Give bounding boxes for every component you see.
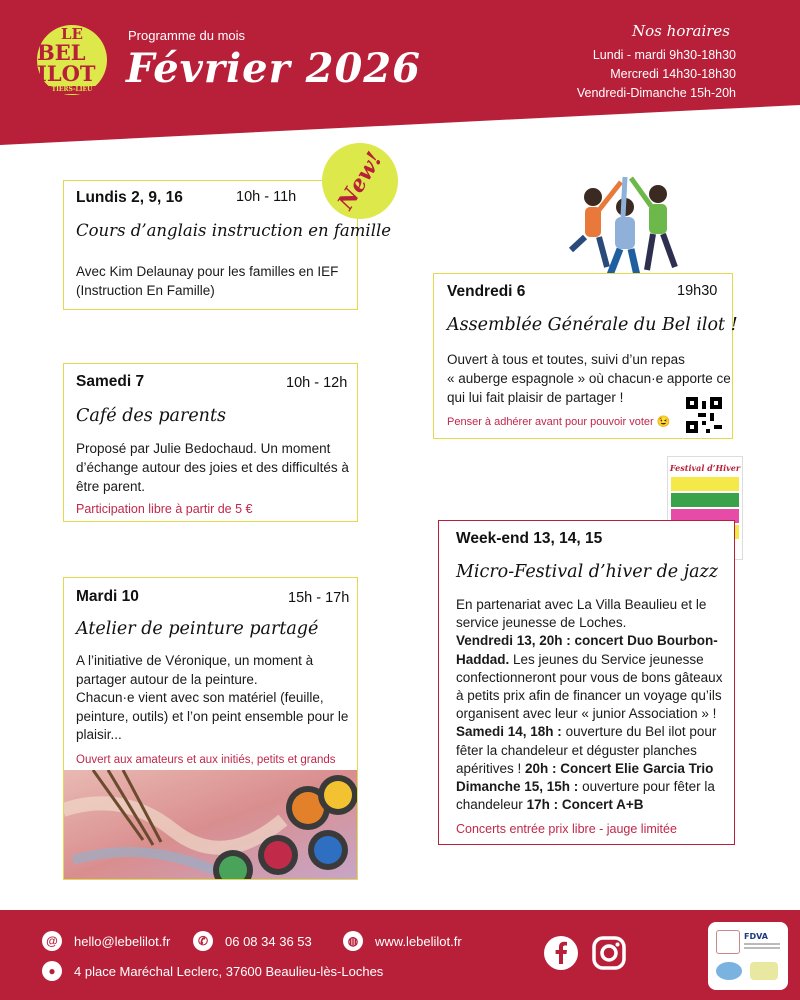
event-title: Assemblée Générale du Bel ilot ! bbox=[447, 315, 738, 335]
event-date: Lundis 2, 9, 16 bbox=[76, 189, 183, 206]
event-card-parents-cafe bbox=[63, 363, 358, 522]
location-pin-icon: ● bbox=[42, 961, 62, 981]
hours-line: Vendredi-Dimanche 15h-20h bbox=[576, 86, 736, 100]
dancers-illustration bbox=[563, 172, 683, 287]
at-icon: @ bbox=[42, 931, 62, 951]
event-note: Participation libre à partir de 5 € bbox=[76, 502, 253, 516]
event-description: Avec Kim Delaunay pour les familles en IEF (Instruction En Famille) bbox=[76, 264, 339, 298]
bel-ilot-logo: LE BEL ILOT TIERS-LIEU bbox=[37, 25, 107, 95]
event-date: Samedi 7 bbox=[76, 373, 145, 390]
event-note: Concerts entrée prix libre - jauge limitée bbox=[456, 822, 677, 836]
event-time: 10h - 11h bbox=[236, 189, 297, 205]
festival-poster: Festival d’Hiver bbox=[667, 456, 743, 560]
new-badge: New! bbox=[322, 143, 398, 219]
event-date: Vendredi 6 bbox=[447, 283, 526, 300]
event-time: 15h - 17h bbox=[288, 590, 350, 606]
event-description: En partenariat avec La Villa Beaulieu et le service jeunesse de Loches. Vendredi 13, 20h : concert Duo Bourbon- Haddad. Les jeunes du Service jeunesse confectionneront pour vous de bons gâteaux à petits prix afin de financer un voyage qu’ils organisent avec leur « junior Association » ! Samedi 14, 18h : ouverture du Bel ilot pour fêter la chandeleur et déguster planches apéritives ! 20h : Concert Elie Garcia Trio Dimanche 15, 15h : ouverture pour fêter la chandeleur 17h : Concert A+B bbox=[456, 597, 723, 813]
event-time: 10h - 12h bbox=[286, 375, 348, 391]
hours-title: Nos horaires bbox=[632, 22, 730, 40]
header-banner bbox=[0, 0, 800, 145]
address: ● 4 place Maréchal Leclerc, 37600 Beaulieu-lès-Loches bbox=[42, 961, 383, 981]
hours-line: Mercredi 14h30-18h30 bbox=[610, 67, 736, 81]
facebook-icon[interactable] bbox=[543, 935, 579, 971]
event-title: Café des parents bbox=[76, 406, 226, 426]
event-description: Proposé par Julie Bedochaud. Un moment d’échange autour des joies et des difficultés à être parent. bbox=[76, 441, 349, 494]
email-contact[interactable]: @ hello@lebelilot.fr bbox=[42, 931, 170, 951]
footer bbox=[0, 910, 800, 1000]
opening-hours bbox=[577, 46, 736, 103]
partner-logos: FDVA bbox=[708, 922, 788, 990]
event-note: Ouvert aux amateurs et aux initiés, petits et grands bbox=[76, 754, 336, 766]
event-time: 19h30 bbox=[677, 283, 718, 299]
event-title: Micro-Festival d’hiver de jazz bbox=[456, 562, 718, 582]
event-note: Penser à adhérer avant pour pouvoir voter 😉 bbox=[447, 416, 671, 428]
website-link[interactable]: ◍ www.lebelilot.fr bbox=[343, 931, 462, 951]
phone-contact[interactable]: ✆ 06 08 34 36 53 bbox=[193, 931, 312, 951]
event-title: Atelier de peinture partagé bbox=[76, 619, 319, 639]
month-title: Février 2026 bbox=[126, 45, 421, 92]
phone-icon: ✆ bbox=[193, 931, 213, 951]
hours-line: Lundi - mardi 9h30-18h30 bbox=[592, 48, 736, 62]
instagram-icon[interactable] bbox=[591, 935, 627, 971]
event-date: Week-end 13, 14, 15 bbox=[456, 530, 603, 547]
event-card-jazz-festival bbox=[438, 520, 735, 845]
qr-code[interactable] bbox=[686, 397, 722, 433]
event-date: Mardi 10 bbox=[76, 588, 139, 605]
paint-pots-photo bbox=[63, 770, 358, 880]
event-card-painting bbox=[63, 577, 358, 880]
event-description: A l’initiative de Véronique, un moment à partager autour de la peinture. Chacun·e vient avec son matériel (feuille, peinture, outils) et l’on peint ensemble pour le plaisir... bbox=[76, 653, 349, 742]
globe-icon: ◍ bbox=[343, 931, 363, 951]
program-label: Programme du mois bbox=[128, 28, 246, 43]
event-description: Ouvert à tous et toutes, suivi d’un repas « auberge espagnole » où chacun·e apporte ce qui lui fait plaisir de partager ! bbox=[447, 352, 731, 405]
event-title: Cours d’anglais instruction en famille bbox=[76, 221, 392, 240]
